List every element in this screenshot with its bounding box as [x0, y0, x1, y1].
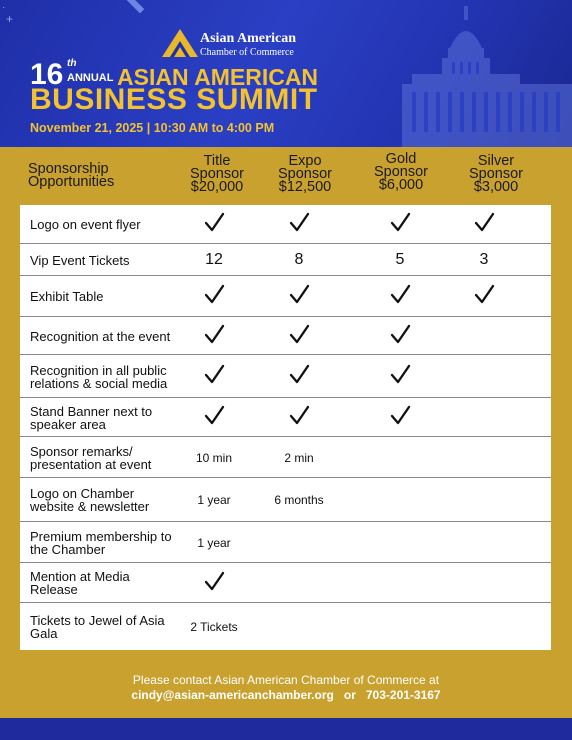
edition-annual: ANNUAL [67, 72, 114, 84]
contact-email[interactable]: cindy@asian-americanchamber.org [131, 688, 334, 702]
logo-org-sub: Chamber of Commerce [200, 47, 294, 58]
tier-name: Silver Sponsor [468, 153, 523, 182]
table-row [20, 244, 551, 276]
tier-name: Expo Sponsor [277, 153, 332, 182]
event-date-time: November 21, 2025 | 10:30 AM to 4:00 PM [30, 121, 275, 135]
tier-price: $20,000 [190, 179, 244, 195]
benefit-label: Tickets to Jewel of Asia Gala [30, 612, 165, 641]
benefit-label: Vip Event Tickets [30, 252, 130, 268]
benefit-value: 1 year [197, 535, 231, 550]
table-row [20, 437, 551, 478]
checkmark-icon [203, 323, 225, 350]
tier-title-header [178, 155, 256, 194]
benefit-value: 5 [395, 251, 405, 268]
checkmark-icon [203, 363, 225, 390]
tier-price: $3,000 [473, 179, 519, 195]
checkmark-icon [389, 323, 411, 350]
benefit-label: Logo on Chamber website & newsletter [30, 486, 150, 514]
checkmark-icon [288, 283, 310, 310]
checkmark-icon [288, 211, 310, 238]
table-row [20, 398, 551, 437]
table-row [20, 522, 551, 563]
tier-gold-header [362, 153, 440, 192]
table-row [20, 205, 551, 244]
table-row [20, 563, 551, 603]
logo-org-name: Asian American [200, 31, 297, 46]
benefit-label: Logo on event flyer [30, 217, 141, 232]
triangle-logo-icon [160, 25, 200, 59]
contact-phone[interactable]: 703-201-3167 [365, 688, 441, 702]
bottom-bar [0, 718, 572, 740]
checkmark-icon [288, 323, 310, 350]
benefit-label: Stand Banner next to speaker area [30, 403, 153, 432]
table-row [20, 317, 551, 355]
benefit-value: 2 min [284, 450, 314, 465]
benefit-value: 10 min [195, 450, 233, 465]
checkmark-icon [203, 570, 225, 597]
contact-details [0, 688, 572, 702]
checkmark-icon [389, 283, 411, 310]
checkmark-icon [389, 363, 411, 390]
benefit-label: Exhibit Table [30, 289, 104, 304]
sponsorship-header: Sponsorship Opportunities [28, 161, 115, 190]
table-row [20, 478, 551, 522]
tier-expo-header [266, 155, 344, 194]
checkmark-icon [288, 404, 310, 431]
table-row [20, 355, 551, 398]
benefit-value: 8 [294, 251, 304, 268]
header-banner [0, 0, 572, 147]
benefit-value: 3 [479, 251, 489, 268]
checkmark-icon [473, 211, 495, 238]
benefit-label: Recognition at the event [30, 328, 171, 344]
stripe-decoration [112, 0, 145, 23]
benefit-value: 1 year [197, 493, 231, 507]
tier-name: Title Sponsor [189, 153, 244, 182]
checkmark-icon [389, 404, 411, 431]
edition-suffix: th [67, 58, 77, 69]
benefit-value: 6 months [274, 493, 324, 507]
checkmark-icon [389, 211, 411, 238]
chamber-logo [160, 25, 310, 59]
table-row [20, 276, 551, 317]
capitol-building-icon [392, 0, 572, 147]
tier-silver-header [456, 155, 536, 194]
checkmark-icon [203, 283, 225, 310]
benefit-label: Recognition in all public relations & social media [30, 362, 168, 391]
event-title-line2: BUSINESS SUMMIT [30, 83, 318, 116]
tier-name: Gold Sponsor [373, 151, 428, 180]
tier-price: $6,000 [378, 177, 424, 193]
benefit-label: Sponsor remarks/ presentation at event [30, 443, 152, 472]
event-title-line1: ASIAN AMERICAN [117, 64, 319, 90]
benefit-value: 2 Tickets [190, 619, 238, 634]
checkmark-icon [203, 404, 225, 431]
plus-decoration: + [6, 12, 14, 26]
contact-text: Please contact Asian American Chamber of Commerce at [132, 673, 440, 687]
tier-price: $12,500 [278, 179, 332, 195]
dot-decoration: · [2, 2, 6, 13]
sponsorship-table [20, 205, 551, 650]
benefit-label: Premium membership to the Chamber [30, 528, 172, 557]
checkmark-icon [288, 363, 310, 390]
checkmark-icon [203, 211, 225, 238]
edition-number: 16 [30, 58, 64, 91]
benefit-value: 12 [205, 251, 223, 268]
checkmark-icon [473, 283, 495, 310]
table-row [20, 603, 551, 650]
contact-or: or [343, 688, 356, 702]
benefit-label: Mention at Media Release [30, 569, 130, 597]
